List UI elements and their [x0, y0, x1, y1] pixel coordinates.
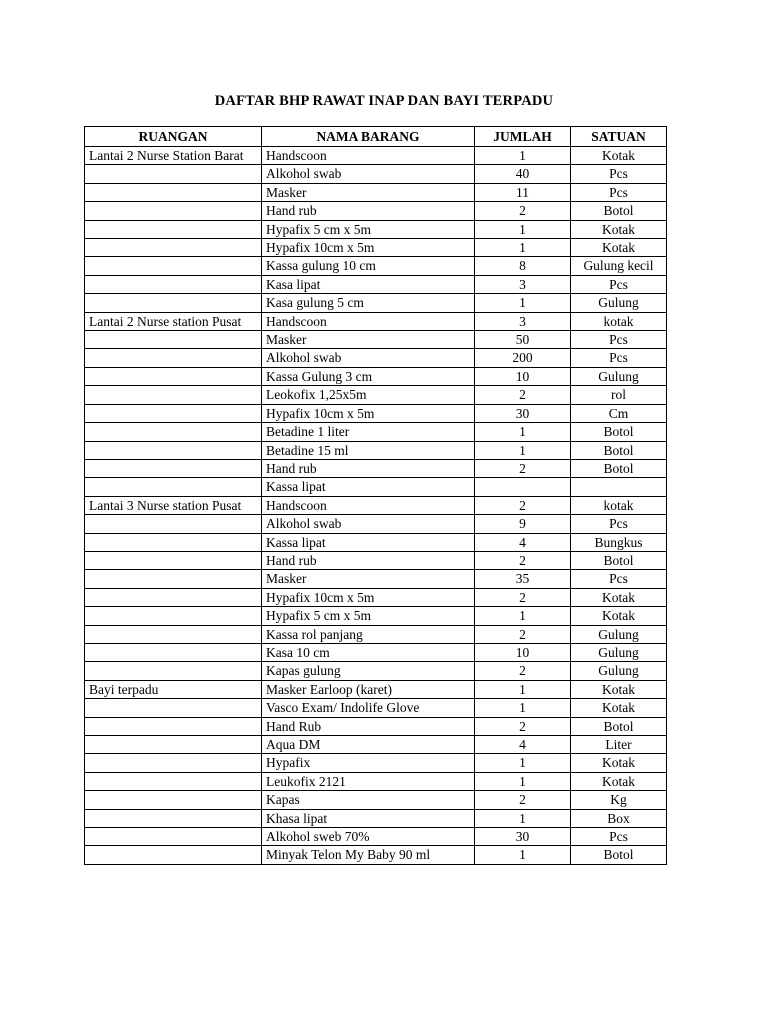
item-name-cell: Alkohol sweb 70% — [262, 828, 475, 846]
header-satuan: SATUAN — [571, 127, 667, 147]
table-row — [85, 791, 667, 809]
item-name-cell: Minyak Telon My Baby 90 ml — [262, 846, 475, 864]
room-cell: Lantai 2 Nurse station Pusat — [85, 312, 262, 330]
table-row — [85, 183, 667, 201]
quantity-cell: 2 — [475, 202, 571, 220]
unit-cell: Bungkus — [571, 533, 667, 551]
quantity-cell: 1 — [475, 699, 571, 717]
room-cell — [85, 239, 262, 257]
table-row — [85, 478, 667, 496]
unit-cell: Pcs — [571, 515, 667, 533]
quantity-cell: 1 — [475, 147, 571, 165]
item-name-cell: Betadine 1 liter — [262, 423, 475, 441]
item-name-cell: Hand Rub — [262, 717, 475, 735]
unit-cell: Gulung — [571, 625, 667, 643]
table-row — [85, 717, 667, 735]
table-row — [85, 294, 667, 312]
room-cell — [85, 515, 262, 533]
item-name-cell: Kassa rol panjang — [262, 625, 475, 643]
table-row — [85, 275, 667, 293]
table-row — [85, 349, 667, 367]
table-row — [85, 386, 667, 404]
room-cell — [85, 459, 262, 477]
unit-cell: Gulung — [571, 367, 667, 385]
header-ruangan: RUANGAN — [85, 127, 262, 147]
item-name-cell: Alkohol swab — [262, 515, 475, 533]
unit-cell: rol — [571, 386, 667, 404]
quantity-cell: 2 — [475, 662, 571, 680]
unit-cell: Kotak — [571, 680, 667, 698]
unit-cell: Kg — [571, 791, 667, 809]
unit-cell: Liter — [571, 736, 667, 754]
unit-cell: Pcs — [571, 165, 667, 183]
room-cell — [85, 165, 262, 183]
table-row — [85, 551, 667, 569]
room-cell — [85, 662, 262, 680]
item-name-cell: Hand rub — [262, 459, 475, 477]
item-name-cell: Hand rub — [262, 202, 475, 220]
room-cell — [85, 349, 262, 367]
unit-cell: Kotak — [571, 772, 667, 790]
item-name-cell: Hand rub — [262, 551, 475, 569]
room-cell — [85, 275, 262, 293]
item-name-cell: Masker — [262, 183, 475, 201]
room-cell — [85, 183, 262, 201]
table-row — [85, 846, 667, 864]
table-row — [85, 257, 667, 275]
room-cell — [85, 257, 262, 275]
unit-cell: kotak — [571, 312, 667, 330]
unit-cell: Botol — [571, 846, 667, 864]
bhp-table — [84, 126, 667, 865]
table-row — [85, 331, 667, 349]
item-name-cell: Hypafix 5 cm x 5m — [262, 220, 475, 238]
header-nama-barang: NAMA BARANG — [262, 127, 475, 147]
table-row — [85, 662, 667, 680]
room-cell: Lantai 3 Nurse station Pusat — [85, 496, 262, 514]
unit-cell: Botol — [571, 202, 667, 220]
item-name-cell: Khasa lipat — [262, 809, 475, 827]
unit-cell: Kotak — [571, 588, 667, 606]
quantity-cell: 1 — [475, 239, 571, 257]
quantity-cell: 1 — [475, 220, 571, 238]
room-cell — [85, 588, 262, 606]
item-name-cell: Alkohol swab — [262, 349, 475, 367]
quantity-cell: 2 — [475, 791, 571, 809]
room-cell — [85, 533, 262, 551]
quantity-cell: 30 — [475, 404, 571, 422]
table-row — [85, 239, 667, 257]
item-name-cell: Kassa lipat — [262, 478, 475, 496]
table-row — [85, 588, 667, 606]
quantity-cell: 40 — [475, 165, 571, 183]
quantity-cell: 200 — [475, 349, 571, 367]
header-row — [85, 127, 667, 147]
unit-cell: Cm — [571, 404, 667, 422]
room-cell — [85, 404, 262, 422]
table-row — [85, 441, 667, 459]
room-cell: Lantai 2 Nurse Station Barat — [85, 147, 262, 165]
document-title: DAFTAR BHP RAWAT INAP DAN BAYI TERPADU — [214, 93, 554, 109]
unit-cell: Pcs — [571, 570, 667, 588]
room-cell — [85, 220, 262, 238]
unit-cell: Gulung — [571, 643, 667, 661]
item-name-cell: Leokofix 1,25x5m — [262, 386, 475, 404]
unit-cell: Botol — [571, 551, 667, 569]
table-row — [85, 680, 667, 698]
item-name-cell: Masker — [262, 331, 475, 349]
table-row — [85, 367, 667, 385]
item-name-cell: Kassa Gulung 3 cm — [262, 367, 475, 385]
room-cell — [85, 441, 262, 459]
item-name-cell: Kasa lipat — [262, 275, 475, 293]
quantity-cell: 8 — [475, 257, 571, 275]
quantity-cell: 2 — [475, 496, 571, 514]
room-cell — [85, 607, 262, 625]
quantity-cell: 1 — [475, 846, 571, 864]
unit-cell: Gulung — [571, 294, 667, 312]
item-name-cell: Vasco Exam/ Indolife Glove — [262, 699, 475, 717]
unit-cell: Gulung kecil — [571, 257, 667, 275]
room-cell — [85, 551, 262, 569]
unit-cell: Gulung — [571, 662, 667, 680]
room-cell — [85, 699, 262, 717]
table-row — [85, 625, 667, 643]
room-cell — [85, 625, 262, 643]
table-row — [85, 165, 667, 183]
quantity-cell: 1 — [475, 772, 571, 790]
quantity-cell: 30 — [475, 828, 571, 846]
item-name-cell: Masker Earloop (karet) — [262, 680, 475, 698]
header-jumlah: JUMLAH — [475, 127, 571, 147]
item-name-cell: Kassa gulung 10 cm — [262, 257, 475, 275]
room-cell — [85, 423, 262, 441]
item-name-cell: Masker — [262, 570, 475, 588]
quantity-cell: 1 — [475, 607, 571, 625]
item-name-cell: Betadine 15 ml — [262, 441, 475, 459]
room-cell — [85, 736, 262, 754]
room-cell — [85, 828, 262, 846]
unit-cell: Pcs — [571, 331, 667, 349]
unit-cell: Kotak — [571, 699, 667, 717]
quantity-cell: 1 — [475, 441, 571, 459]
table-row — [85, 754, 667, 772]
quantity-cell: 3 — [475, 275, 571, 293]
quantity-cell: 2 — [475, 459, 571, 477]
room-cell — [85, 202, 262, 220]
table-body — [85, 147, 667, 865]
table-row — [85, 643, 667, 661]
table-row — [85, 570, 667, 588]
unit-cell: kotak — [571, 496, 667, 514]
item-name-cell: Hypafix 10cm x 5m — [262, 588, 475, 606]
item-name-cell: Aqua DM — [262, 736, 475, 754]
quantity-cell: 11 — [475, 183, 571, 201]
unit-cell: Botol — [571, 441, 667, 459]
quantity-cell: 1 — [475, 809, 571, 827]
table-row — [85, 202, 667, 220]
item-name-cell: Kassa lipat — [262, 533, 475, 551]
item-name-cell: Kapas — [262, 791, 475, 809]
quantity-cell: 3 — [475, 312, 571, 330]
table-row — [85, 496, 667, 514]
item-name-cell: Hypafix 10cm x 5m — [262, 239, 475, 257]
table-row — [85, 828, 667, 846]
table-row — [85, 607, 667, 625]
quantity-cell: 2 — [475, 717, 571, 735]
quantity-cell: 2 — [475, 551, 571, 569]
table-row — [85, 533, 667, 551]
room-cell — [85, 478, 262, 496]
table-row — [85, 147, 667, 165]
room-cell — [85, 846, 262, 864]
item-name-cell: Handscoon — [262, 496, 475, 514]
item-name-cell: Kasa 10 cm — [262, 643, 475, 661]
quantity-cell: 2 — [475, 386, 571, 404]
quantity-cell: 35 — [475, 570, 571, 588]
unit-cell: Kotak — [571, 754, 667, 772]
room-cell — [85, 772, 262, 790]
unit-cell: Botol — [571, 717, 667, 735]
item-name-cell: Kapas gulung — [262, 662, 475, 680]
item-name-cell: Leukofix 2121 — [262, 772, 475, 790]
quantity-cell: 10 — [475, 367, 571, 385]
table-row — [85, 404, 667, 422]
quantity-cell: 4 — [475, 736, 571, 754]
quantity-cell: 1 — [475, 294, 571, 312]
unit-cell: Pcs — [571, 828, 667, 846]
unit-cell: Kotak — [571, 147, 667, 165]
quantity-cell: 1 — [475, 423, 571, 441]
table-row — [85, 423, 667, 441]
quantity-cell — [475, 478, 571, 496]
table-row — [85, 220, 667, 238]
room-cell — [85, 643, 262, 661]
table-row — [85, 312, 667, 330]
room-cell — [85, 570, 262, 588]
unit-cell: Botol — [571, 459, 667, 477]
table-row — [85, 736, 667, 754]
unit-cell — [571, 478, 667, 496]
table-row — [85, 772, 667, 790]
unit-cell: Botol — [571, 423, 667, 441]
quantity-cell: 9 — [475, 515, 571, 533]
table-row — [85, 459, 667, 477]
unit-cell: Kotak — [571, 220, 667, 238]
table-row — [85, 515, 667, 533]
quantity-cell: 10 — [475, 643, 571, 661]
item-name-cell: Handscoon — [262, 147, 475, 165]
room-cell — [85, 717, 262, 735]
room-cell — [85, 294, 262, 312]
room-cell — [85, 331, 262, 349]
quantity-cell: 2 — [475, 588, 571, 606]
unit-cell: Pcs — [571, 183, 667, 201]
room-cell — [85, 754, 262, 772]
unit-cell: Pcs — [571, 275, 667, 293]
room-cell — [85, 809, 262, 827]
quantity-cell: 1 — [475, 754, 571, 772]
item-name-cell: Kasa gulung 5 cm — [262, 294, 475, 312]
room-cell — [85, 367, 262, 385]
unit-cell: Box — [571, 809, 667, 827]
table-row — [85, 699, 667, 717]
item-name-cell: Hypafix — [262, 754, 475, 772]
room-cell: Bayi terpadu — [85, 680, 262, 698]
quantity-cell: 1 — [475, 680, 571, 698]
quantity-cell: 2 — [475, 625, 571, 643]
quantity-cell: 4 — [475, 533, 571, 551]
quantity-cell: 50 — [475, 331, 571, 349]
unit-cell: Kotak — [571, 239, 667, 257]
item-name-cell: Hypafix 10cm x 5m — [262, 404, 475, 422]
unit-cell: Pcs — [571, 349, 667, 367]
room-cell — [85, 386, 262, 404]
room-cell — [85, 791, 262, 809]
item-name-cell: Alkohol swab — [262, 165, 475, 183]
item-name-cell: Handscoon — [262, 312, 475, 330]
unit-cell: Kotak — [571, 607, 667, 625]
item-name-cell: Hypafix 5 cm x 5m — [262, 607, 475, 625]
table-row — [85, 809, 667, 827]
